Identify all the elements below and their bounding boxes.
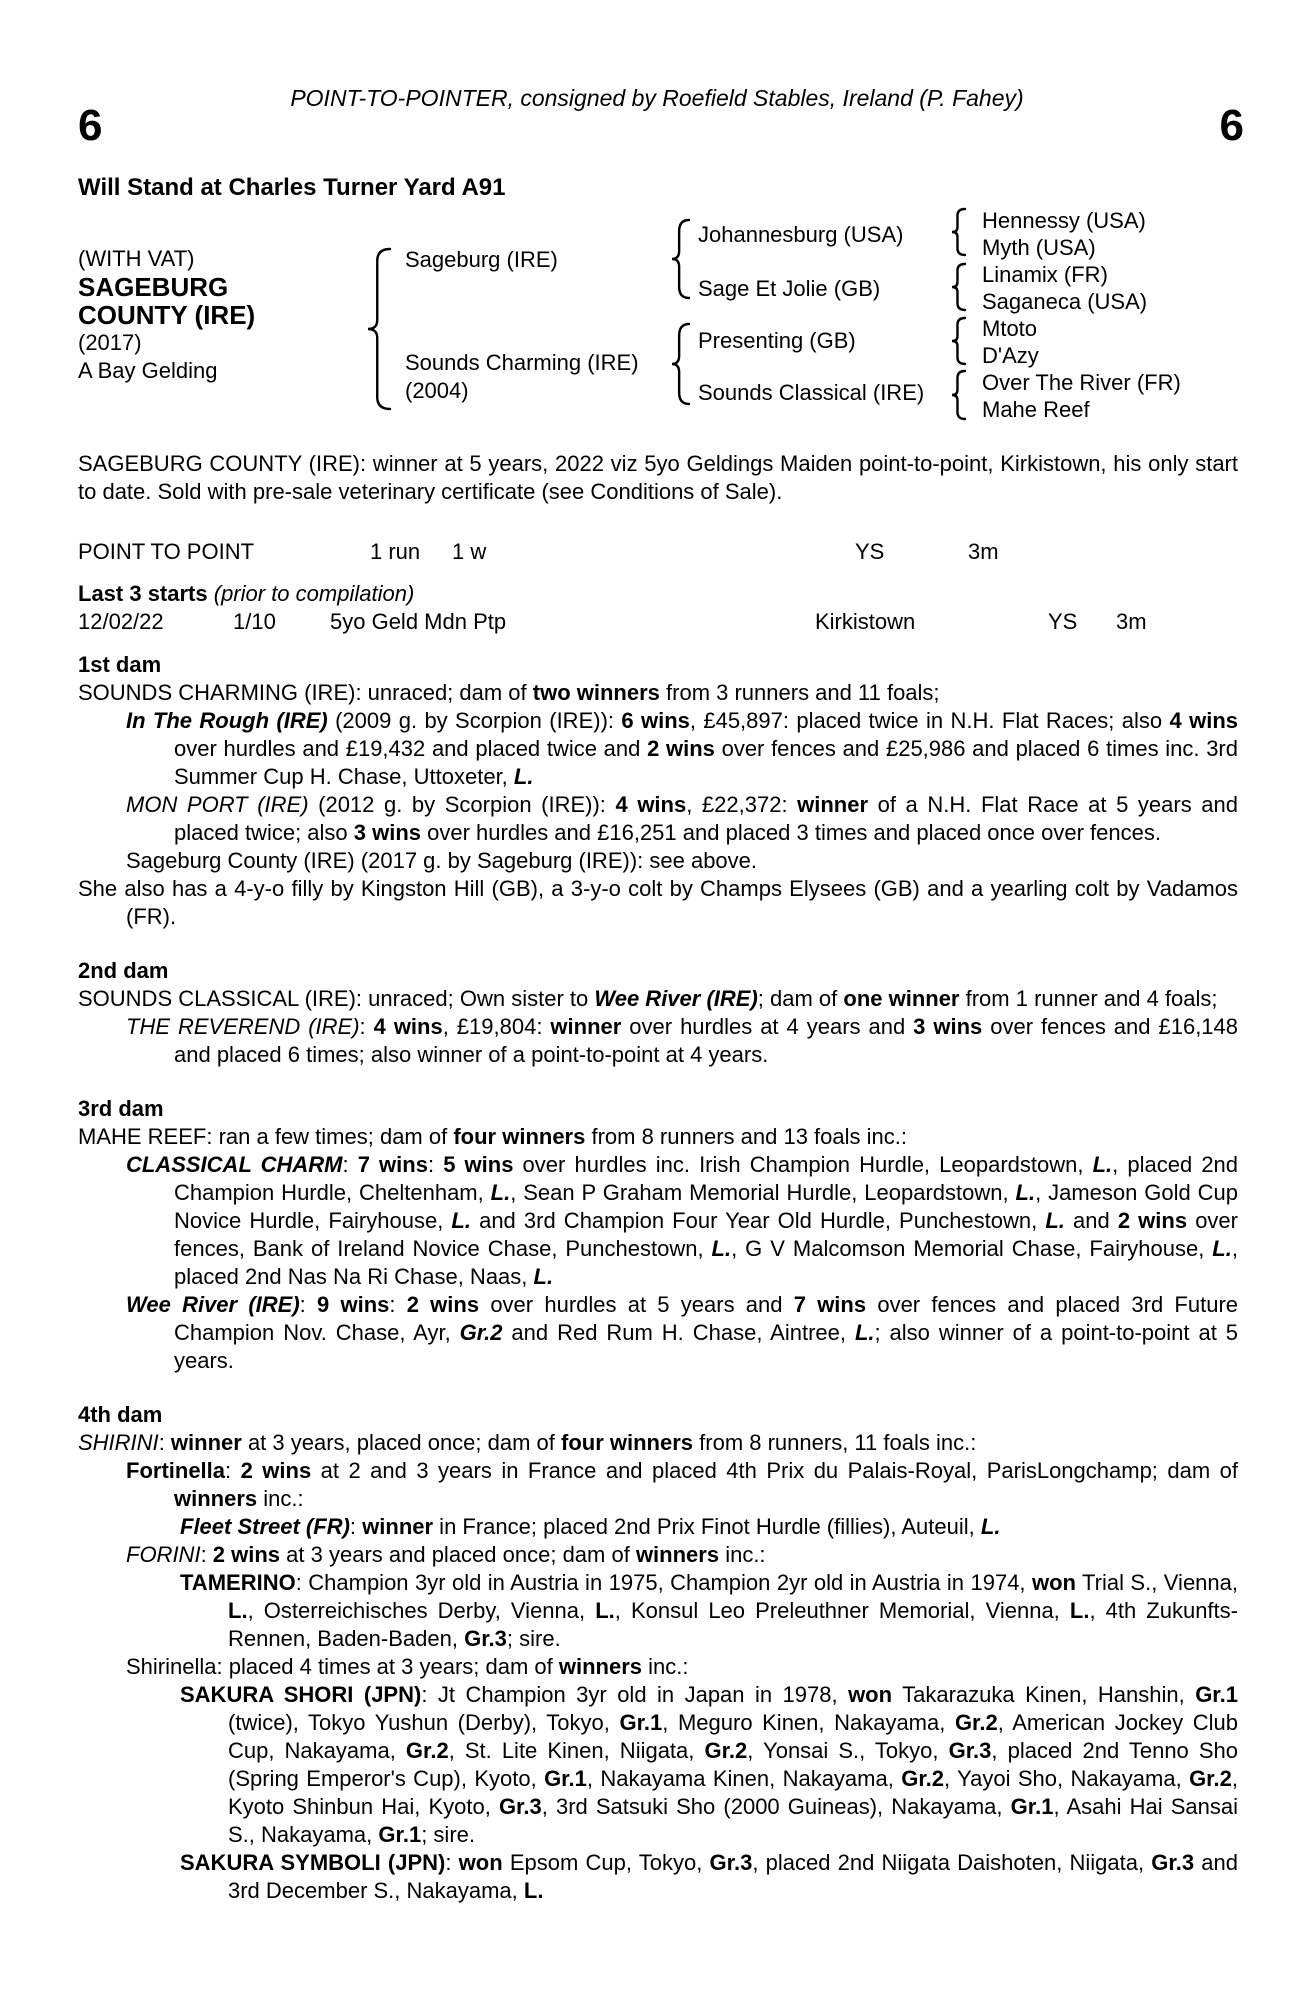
- pedigree-paragraph: [78, 1123, 1238, 1151]
- text-segment: L.: [523, 1878, 544, 1903]
- pedigree-paragraph: [78, 1681, 1238, 1849]
- lot-number-left: 6: [78, 101, 103, 150]
- text-segment: Gr.3: [1151, 1850, 1195, 1875]
- text-segment: over fences and £16,148 and placed 6 times; also winner of a point-to-point at 4 years.: [174, 1014, 1239, 1067]
- text-segment: SHIRINI: [78, 1430, 159, 1455]
- text-segment: 5 wins: [443, 1152, 514, 1177]
- text-segment: four winners: [453, 1124, 586, 1149]
- text-segment: Gr.2: [901, 1766, 945, 1791]
- consignor-line: POINT-TO-POINTER, consigned by Roefield Stables, Ireland (P. Fahey): [290, 85, 1024, 111]
- text-segment: and 3rd Champion Four Year Old Hurdle, Punchestown,: [470, 1208, 1046, 1233]
- pedigree-paragraph: [78, 1653, 1238, 1681]
- text-segment: winners: [558, 1654, 643, 1679]
- pedigree-paragraph: [78, 847, 1238, 875]
- text-segment: from 8 runners and 13 foals inc.:: [585, 1124, 907, 1149]
- horse-description: A Bay Gelding: [78, 358, 218, 383]
- pedigree-brace: [672, 219, 689, 299]
- text-segment: Gr.3: [464, 1626, 507, 1651]
- text-segment: over hurdles inc. Irish Champion Hurdle, Leopardstown,: [513, 1152, 1093, 1177]
- text-segment: won: [1031, 1570, 1076, 1595]
- text-segment: TAMERINO: [180, 1570, 296, 1595]
- text-segment: , St. Lite Kinen, Niigata,: [448, 1738, 705, 1763]
- text-segment: at 3 years and placed once; dam of: [280, 1542, 636, 1567]
- dam-sections: [78, 651, 1238, 1905]
- text-segment: two winners: [532, 680, 660, 705]
- text-segment: Fleet Street (FR): [180, 1514, 350, 1539]
- record-row: [78, 538, 1258, 566]
- text-segment: inc.:: [642, 1654, 689, 1679]
- text-segment: ; dam of: [757, 986, 844, 1011]
- text-segment: , Osterreichisches Derby, Vienna,: [247, 1598, 596, 1623]
- text-segment: Gr.3: [709, 1850, 753, 1875]
- last-starts-note: (prior to compilation): [213, 581, 415, 606]
- text-segment: winners: [174, 1486, 258, 1511]
- pedigree-paragraph: [78, 1291, 1238, 1375]
- text-segment: , Meguro Kinen, Nakayama,: [662, 1710, 955, 1735]
- text-segment: MAHE REEF: ran a few times; dam of: [78, 1124, 454, 1149]
- text-segment: 7 wins: [357, 1152, 428, 1177]
- text-segment: , 3rd Satsuki Sho (2000 Guineas), Nakayama,: [541, 1794, 1011, 1819]
- text-segment: FORINI: [126, 1542, 201, 1567]
- text-segment: 3 wins: [913, 1014, 983, 1039]
- text-segment: over hurdles and £16,251 and placed 3 times and placed once over fences.: [421, 820, 1161, 845]
- text-segment: L.: [854, 1320, 875, 1345]
- text-segment: Epsom Cup, Tokyo,: [502, 1850, 710, 1875]
- text-segment: ; sire.: [506, 1626, 561, 1651]
- text-segment: 4 wins: [1169, 708, 1238, 733]
- text-segment: Wee River (IRE): [126, 1292, 300, 1317]
- text-segment: 4 wins: [615, 792, 687, 817]
- pedigree-grandsire: Presenting (GB): [698, 328, 856, 353]
- text-segment: Gr.1: [619, 1710, 663, 1735]
- pedigree-granddam: Sage Et Jolie (GB): [698, 276, 881, 301]
- last-starts-title: Last 3 starts: [78, 581, 208, 606]
- text-segment: :: [158, 1430, 171, 1455]
- text-segment: Wee River (IRE): [594, 986, 758, 1011]
- text-segment: (twice), Tokyo Yushun (Derby), Tokyo,: [228, 1710, 620, 1735]
- text-segment: L.: [1212, 1236, 1232, 1261]
- record-wins: 1 w: [452, 539, 487, 564]
- text-segment: In The Rough (IRE): [126, 708, 328, 733]
- text-segment: one winner: [843, 986, 960, 1011]
- text-segment: won: [848, 1682, 893, 1707]
- text-segment: L.: [711, 1236, 732, 1261]
- text-segment: Gr.3: [948, 1738, 992, 1763]
- pedigree-granddam: Sounds Classical (IRE): [698, 380, 925, 405]
- record-going: YS: [855, 539, 885, 564]
- text-segment: 6 wins: [621, 708, 690, 733]
- text-segment: Gr.1: [1195, 1682, 1238, 1707]
- start-distance: 3m: [1116, 609, 1147, 634]
- text-segment: , Asahi Hai Sansai S., Nakayama,: [228, 1794, 1239, 1847]
- text-segment: Trial S., Vienna,: [1075, 1570, 1238, 1595]
- dam-section-heading: 4th dam: [78, 1402, 163, 1427]
- text-segment: over hurdles at 4 years and: [621, 1014, 914, 1039]
- text-segment: , £22,372:: [686, 792, 798, 817]
- text-segment: L.: [1069, 1598, 1090, 1623]
- start-going: YS: [1048, 609, 1078, 634]
- dam-section-heading: 2nd dam: [78, 958, 169, 983]
- text-segment: and: [1064, 1208, 1118, 1233]
- text-segment: SOUNDS CLASSICAL (IRE): unraced; Own sister to: [78, 986, 595, 1011]
- record-runs: 1 run: [370, 539, 421, 564]
- text-segment: ; also winner of a point-to-point at 5 years.: [174, 1320, 1238, 1373]
- pedigree-dam: Sounds Charming (IRE): [405, 350, 639, 375]
- pedigree-great-grandparent: Saganeca (USA): [982, 289, 1148, 314]
- text-segment: 3 wins: [353, 820, 422, 845]
- text-segment: :: [427, 1152, 444, 1177]
- pedigree-paragraph: [78, 1849, 1238, 1905]
- text-segment: 2 wins: [406, 1292, 480, 1317]
- text-segment: over fences, Bank of Ireland Novice Chase, Punchestown,: [174, 1208, 1238, 1261]
- text-segment: :: [342, 1152, 358, 1177]
- text-segment: won: [458, 1850, 503, 1875]
- text-segment: from 1 runner and 4 foals;: [959, 986, 1218, 1011]
- text-segment: L.: [595, 1598, 615, 1623]
- stand-location-line: Will Stand at Charles Turner Yard A91: [78, 174, 506, 201]
- text-segment: : Champion 3yr old in Austria in 1975, Champion 2yr old in Austria in 1974,: [295, 1570, 1032, 1595]
- text-segment: winner: [170, 1430, 242, 1455]
- text-segment: , £19,804:: [442, 1014, 551, 1039]
- pedigree-great-grandparent: D'Azy: [982, 343, 1039, 368]
- text-segment: 2 wins: [1117, 1208, 1188, 1233]
- text-segment: CLASSICAL CHARM: [126, 1152, 343, 1177]
- horse-name-line1: SAGEBURG: [78, 272, 229, 302]
- text-segment: winner: [362, 1514, 434, 1539]
- pedigree-paragraph: [78, 1457, 1238, 1513]
- pedigree-brace: [952, 370, 965, 420]
- text-segment: , Yayoi Sho, Nakayama,: [944, 1766, 1190, 1791]
- text-segment: at 2 and 3 years in France and placed 4th Prix du Palais-Royal, ParisLongchamp; dam of: [311, 1458, 1238, 1483]
- text-segment: winners: [635, 1542, 720, 1567]
- pedigree-brace: [952, 208, 965, 256]
- pedigree-dam-year: (2004): [405, 378, 469, 403]
- dam-section-heading: 1st dam: [78, 652, 162, 677]
- text-segment: 2 wins: [647, 736, 715, 761]
- text-segment: SAKURA SYMBOLI (JPN): [180, 1850, 446, 1875]
- race-summary: SAGEBURG COUNTY (IRE): winner at 5 years, 2022 viz 5yo Geldings Maiden point-to-point, Kirkistown, his only start to date. Sold with pre-sale veterinary certificate (see Conditions of Sale).: [78, 451, 1238, 504]
- text-segment: winner: [550, 1014, 622, 1039]
- text-segment: , placed 2nd Champion Hurdle, Cheltenham,: [174, 1152, 1239, 1205]
- text-segment: Shirinella: placed 4 times at 3 years; dam of: [126, 1654, 559, 1679]
- pedigree-paragraph: [78, 875, 1238, 931]
- pedigree-paragraph: [78, 1569, 1238, 1653]
- text-segment: L.: [1015, 1180, 1036, 1205]
- last-starts-heading: [78, 580, 414, 608]
- pedigree-sire: Sageburg (IRE): [405, 247, 558, 272]
- horse-details-block: [78, 245, 318, 385]
- vat-note: (WITH VAT): [78, 246, 195, 271]
- text-segment: L.: [451, 1208, 471, 1233]
- pedigree-brace: [672, 323, 689, 405]
- text-segment: , Konsul Leo Preleuthner Memorial, Vienna,: [614, 1598, 1070, 1623]
- text-segment: Gr.2: [954, 1710, 998, 1735]
- text-segment: 2 wins: [240, 1458, 312, 1483]
- text-segment: L.: [1045, 1208, 1065, 1233]
- text-segment: , American Jockey Club Cup, Nakayama,: [228, 1710, 1239, 1763]
- last-start-row: [78, 608, 1258, 636]
- text-segment: L.: [228, 1598, 248, 1623]
- text-segment: 4 wins: [373, 1014, 443, 1039]
- text-segment: Gr.1: [544, 1766, 587, 1791]
- text-segment: and 3rd December S., Nakayama,: [228, 1850, 1238, 1903]
- lot-number-right: 6: [1219, 101, 1244, 150]
- text-segment: :: [299, 1292, 317, 1317]
- record-category: POINT TO POINT: [78, 539, 255, 564]
- start-race: 5yo Geld Mdn Ptp: [330, 609, 507, 634]
- pedigree-paragraph: [78, 1151, 1238, 1291]
- text-segment: over fences and £25,986 and placed 6 times inc. 3rd Summer Cup H. Chase, Uttoxeter,: [174, 736, 1238, 789]
- text-segment: SOUNDS CHARMING (IRE): unraced; dam of: [78, 680, 533, 705]
- text-segment: Gr.2: [459, 1320, 503, 1345]
- text-segment: of a N.H. Flat Race at 5 years and placed twice; also: [174, 792, 1238, 845]
- text-segment: from 8 runners, 11 foals inc.:: [693, 1430, 977, 1455]
- text-segment: , 4th Zukunfts-Rennen, Baden-Baden,: [228, 1598, 1238, 1651]
- pedigree-great-grandparent: Linamix (FR): [982, 262, 1108, 287]
- start-course: Kirkistown: [815, 609, 916, 634]
- text-segment: , placed 2nd Tenno Sho (Spring Emperor's Cup), Kyoto,: [228, 1738, 1238, 1791]
- text-segment: from 3 runners and 11 foals;: [659, 680, 940, 705]
- pedigree-paragraph: [78, 985, 1238, 1013]
- text-segment: over fences and placed 3rd Future Champion Nov. Chase, Ayr,: [174, 1292, 1239, 1345]
- pedigree-brace: [952, 317, 965, 365]
- pedigree-paragraph: [78, 1013, 1238, 1069]
- pedigree-paragraph: [78, 791, 1238, 847]
- text-segment: inc.:: [719, 1542, 766, 1567]
- text-segment: :: [349, 1514, 363, 1539]
- text-segment: (2009 g. by Scorpion (IRE)):: [327, 708, 622, 733]
- text-segment: :: [225, 1458, 241, 1483]
- pedigree-paragraph: [78, 1513, 1238, 1541]
- text-segment: inc.:: [257, 1486, 304, 1511]
- text-segment: THE REVEREND (IRE): [126, 1014, 360, 1039]
- pedigree-great-grandparent: Mtoto: [982, 316, 1038, 341]
- text-segment: :: [359, 1014, 374, 1039]
- pedigree-brace: [368, 248, 390, 410]
- text-segment: at 3 years, placed once; dam of: [241, 1430, 562, 1455]
- text-segment: Gr.2: [1189, 1766, 1232, 1791]
- text-segment: SAKURA SHORI (JPN): [180, 1682, 422, 1707]
- text-segment: Gr.1: [378, 1822, 422, 1847]
- text-segment: Fortinella: [126, 1458, 226, 1483]
- pedigree-great-grandparent: Mahe Reef: [982, 397, 1090, 422]
- text-segment: MON PORT (IRE): [126, 792, 309, 817]
- text-segment: Gr.3: [498, 1794, 542, 1819]
- dam-section-heading: 3rd dam: [78, 1096, 164, 1121]
- text-segment: Gr.1: [1010, 1794, 1054, 1819]
- horse-foaled-year: (2017): [78, 330, 142, 355]
- text-segment: She also has a 4-y-o filly by Kingston Hill (GB), a 3-y-o colt by Champs Elysees (GB) and a yearling colt by Vadamos (FR).: [78, 876, 1238, 929]
- text-segment: 7 wins: [793, 1292, 867, 1317]
- text-segment: , placed 2nd Nas Na Ri Chase, Naas,: [174, 1236, 1238, 1289]
- text-segment: L.: [980, 1514, 1001, 1539]
- pedigree-brace: [952, 263, 965, 311]
- text-segment: L.: [513, 764, 534, 789]
- text-segment: over hurdles and £19,432 and placed twice and: [174, 736, 648, 761]
- text-segment: , Sean P Graham Memorial Hurdle, Leopardstown,: [510, 1180, 1016, 1205]
- text-segment: , Jameson Gold Cup Novice Hurdle, Fairyhouse,: [174, 1180, 1238, 1233]
- pedigree-great-grandparent: Myth (USA): [982, 235, 1096, 260]
- record-distance: 3m: [968, 539, 999, 564]
- text-segment: 2 wins: [212, 1542, 281, 1567]
- horse-name-line2: COUNTY (IRE): [78, 300, 256, 330]
- start-date: 12/02/22: [78, 609, 164, 634]
- text-segment: 9 wins: [317, 1292, 390, 1317]
- text-segment: L.: [490, 1180, 511, 1205]
- text-segment: (2012 g. by Scorpion (IRE)):: [308, 792, 616, 817]
- text-segment: : Jt Champion 3yr old in Japan in 1978,: [421, 1682, 849, 1707]
- pedigree-great-grandparent: Hennessy (USA): [982, 208, 1146, 233]
- text-segment: over hurdles at 5 years and: [479, 1292, 794, 1317]
- pedigree-paragraph: [78, 679, 1238, 707]
- text-segment: , Yonsai S., Tokyo,: [747, 1738, 949, 1763]
- text-segment: four winners: [561, 1430, 694, 1455]
- text-segment: ; sire.: [421, 1822, 475, 1847]
- pedigree-paragraph: [78, 1541, 1238, 1569]
- text-segment: , G V Malcomson Memorial Chase, Fairyhouse,: [731, 1236, 1213, 1261]
- text-segment: , Kyoto Shinbun Hai, Kyoto,: [228, 1766, 1238, 1819]
- text-segment: :: [445, 1850, 459, 1875]
- text-segment: :: [200, 1542, 213, 1567]
- text-segment: , Nakayama Kinen, Nakayama,: [586, 1766, 902, 1791]
- pedigree-grandsire: Johannesburg (USA): [698, 222, 904, 247]
- text-segment: winner: [797, 792, 869, 817]
- text-segment: Sageburg County (IRE) (2017 g. by Sageburg (IRE)): see above.: [126, 848, 758, 873]
- pedigree-great-grandparent: Over The River (FR): [982, 370, 1181, 395]
- text-segment: in France; placed 2nd Prix Finot Hurdle (fillies), Auteuil,: [433, 1514, 981, 1539]
- text-segment: , £45,897: placed twice in N.H. Flat Races; also: [689, 708, 1170, 733]
- text-segment: L.: [533, 1264, 554, 1289]
- start-position: 1/10: [233, 609, 276, 634]
- text-segment: , placed 2nd Niigata Daishoten, Niigata,: [752, 1850, 1152, 1875]
- pedigree-paragraph: [78, 1429, 1238, 1457]
- text-segment: L.: [1092, 1152, 1113, 1177]
- text-segment: Gr.2: [405, 1738, 449, 1763]
- text-segment: :: [389, 1292, 407, 1317]
- pedigree-paragraph: [78, 707, 1238, 791]
- text-segment: Gr.2: [704, 1738, 748, 1763]
- text-segment: and Red Rum H. Chase, Aintree,: [502, 1320, 855, 1345]
- text-segment: Takarazuka Kinen, Hanshin,: [892, 1682, 1196, 1707]
